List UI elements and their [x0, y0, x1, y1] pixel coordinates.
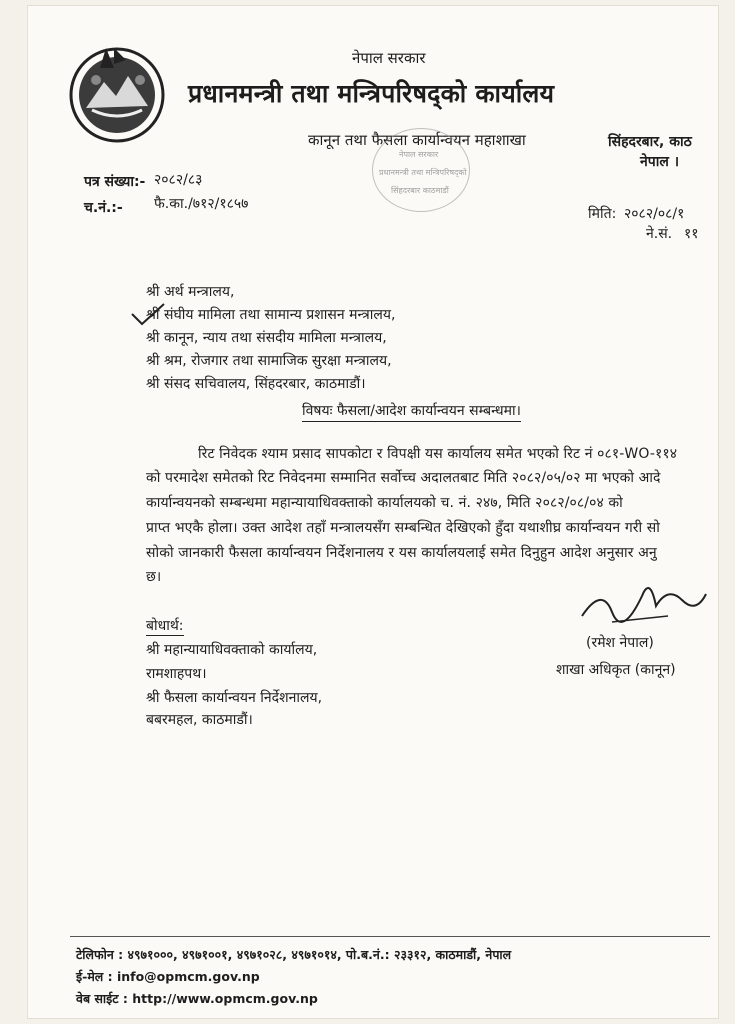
letter-number-label: पत्र संख्या:- — [84, 174, 146, 190]
office-country: नेपाल । — [640, 154, 680, 170]
dispatch-number-value: फै.का./७१२/१८५७ — [154, 196, 249, 212]
footer-email[interactable]: ई-मेल : info@opmcm.gov.np — [76, 969, 260, 984]
nepal-sambat-value: ११ — [684, 226, 699, 242]
addressee-line: श्री कानून, न्याय तथा संसदीय मामिला मन्त्रालय, — [146, 330, 387, 346]
government-name: नेपाल सरकार — [352, 49, 426, 67]
body-line: रिट निवेदक श्याम प्रसाद सापकोटा र विपक्षी यस कार्यालय समेत भएको रिट नं ०८१-WO-११४ — [198, 446, 678, 462]
body-line: को परमादेश समेतको रिट निवेदनमा सम्मानित सर्वोच्च अदालतबाट मिति २०८२/०५/०२ मा भएको आदे — [146, 470, 661, 486]
signature-mark — [572, 566, 712, 636]
office-location: सिंहदरबार, काठ — [608, 134, 692, 150]
office-title: प्रधानमन्त्री तथा मन्त्रिपरिषद्को कार्यालय — [188, 79, 555, 108]
subject-line: विषयः फैसला/आदेश कार्यान्वयन सम्बन्धमा। — [302, 401, 521, 422]
signatory-name: (रमेश नेपाल) — [586, 635, 654, 651]
nepal-sambat-label: ने.सं. — [646, 226, 673, 242]
signatory-title: शाखा अधिकृत (कानून) — [556, 662, 676, 678]
body-line: सोको जानकारी फैसला कार्यान्वयन निर्देशनालय र यस कार्यालयलाई समेत दिनुहुन आदेश अनुसार अनु — [146, 545, 657, 561]
addressee-line: श्री अर्थ मन्त्रालय, — [146, 284, 235, 300]
body-line: छ। — [146, 569, 162, 585]
addressee-line: श्री श्रम, रोजगार तथा सामाजिक सुरक्षा मन्त्रालय, — [146, 353, 392, 369]
date-value: २०८२/०८/१ — [624, 206, 685, 222]
check-mark-icon — [128, 300, 168, 328]
addressee-line: श्री संसद सचिवालय, सिंहदरबार, काठमाडौं। — [146, 376, 366, 392]
dispatch-number-label: च.नं.:- — [84, 200, 123, 216]
cc-title: बोधार्थ: — [146, 618, 184, 634]
office-stamp: नेपाल सरकार प्रधानमन्त्री तथा मन्त्रिपरिषद्को सिंहदरबार काठमाडौं — [372, 128, 470, 212]
cc-line: श्री फैसला कार्यान्वयन निर्देशनालय, — [146, 690, 323, 706]
date-label: मिति: — [588, 206, 617, 222]
branch-name: कानून तथा फैसला कार्यान्वयन महाशाखा — [308, 131, 526, 149]
body-line: प्राप्त भएकै होला। उक्त आदेश तहाँ मन्त्रालयसँग सम्बन्धित देखिएको हुँदा यथाशीघ्र कार्यान्वयन गरी सो — [146, 520, 660, 536]
letter-number-value: २०८२/८३ — [154, 172, 203, 188]
cc-line: बबरमहल, काठमाडौं। — [146, 712, 253, 728]
nepal-emblem-icon — [64, 40, 170, 146]
footer-website[interactable]: वेब साईट : http://www.opmcm.gov.np — [76, 991, 318, 1006]
footer-phone: टेलिफोन : ४९७१०००, ४९७१००१, ४९७१०२८, ४९७१०१४, पो.ब.नं.: २३३१२, काठमाडौं, नेपाल — [76, 947, 512, 962]
body-line: कार्यान्वयनको सम्बन्धमा महान्यायाधिवक्ताको कार्यालयको च. नं. २४७, मिति २०८२/०८/०४ को — [146, 495, 623, 511]
cc-line: रामशाहपथ। — [146, 666, 207, 682]
footer-divider — [70, 936, 710, 937]
addressee-line: श्री संघीय मामिला तथा सामान्य प्रशासन मन्त्रालय, — [146, 307, 396, 323]
cc-line: श्री महान्यायाधिवक्ताको कार्यालय, — [146, 642, 318, 658]
